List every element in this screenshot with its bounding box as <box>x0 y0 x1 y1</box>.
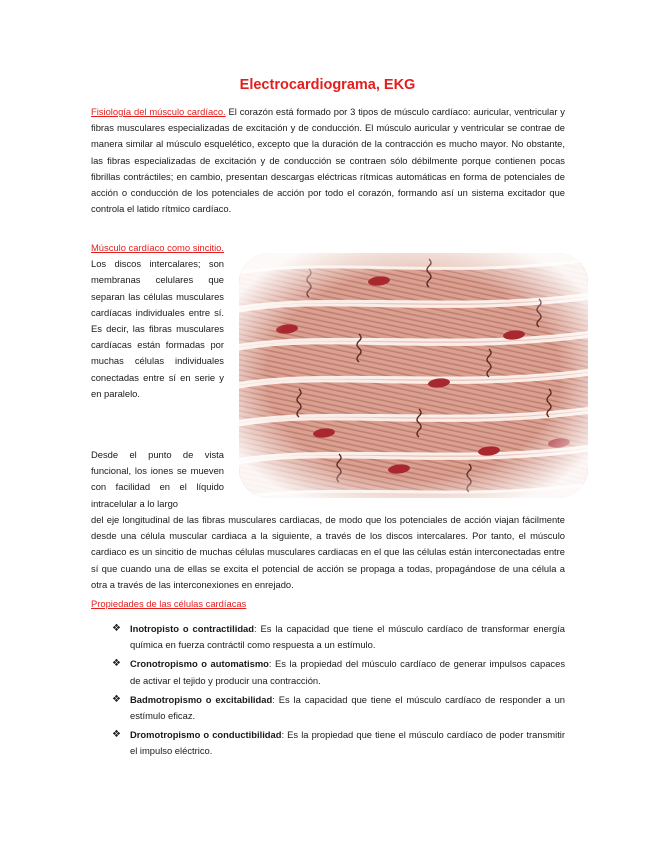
properties-list <box>112 621 565 763</box>
list-item: ❖ Badmotropismo o excitabilidad: Es la capacidad que tiene el músculo cardíaco de responder a un estímulo eficaz. <box>112 693 565 722</box>
intro-paragraph <box>91 104 565 217</box>
cardiac-muscle-tissue-illustration <box>239 253 588 498</box>
syncytium-text: Los discos intercalares; son membranas celulares que separan las células musculares cardíacas individuales entre sí. Es decir, las fibras musculares cardíacas están formadas por muchas células individuales conectadas entre sí en serie y en paralelo. <box>91 258 224 399</box>
diamond-bullet-icon: ❖ <box>112 693 121 705</box>
syncytium-heading: Músculo cardíaco como sincitio. <box>91 242 224 253</box>
syncytium-continuation: del eje longitudinal de las fibras musculares cardiacas, de modo que los potenciales de acción viajan fácilmente desde una célula muscular cardiaca a la siguiente, a través de los discos intercalares. Por tanto, el músculo cardiaco es un sincitio de muchas células musculares cardiacas en el que las células están interconectadas entre sí que cuando una de ellas se excita el potencial de acción se propaga a todas, propagándose de una célula a otra a través de las interconexiones en enrejado. <box>91 514 565 590</box>
diamond-bullet-icon: ❖ <box>112 729 121 741</box>
list-item: ❖ Inotropisto o contractilidad: Es la capacidad que tiene el músculo cardíaco de transformar energía química en fuerza contráctil como respuesta a un estímulo. <box>112 623 565 651</box>
list-item: ❖ Dromotropismo o conductibilidad: Es la propiedad que tiene el músculo cardíaco de poder transmitir el impulso eléctrico. <box>112 729 565 757</box>
list-item: ❖ Cronotropismo o automatismo: Es la propiedad del músculo cardíaco de generar impulsos capaces de activar el tejido y producir una contracción. <box>112 658 566 686</box>
intro-text: El corazón está formado por 3 tipos de músculo cardíaco: auricular, ventricular y fibras musculares especializadas de excitación y de conducción. El músculo auricular y ventricular se contrae de manera similar al músculo esquelético, excepto que la duración de la contracción es mucho mayor. No obstante, las fibras especializadas de excitación y de conducción se contraen sólo débilmente porque contienen pocas fibrillas contráctiles; en cambio, presentan descargas eléctricas rítmicas automáticas en forma de potenciales de acción o conducción de los potenciales de acción por todo el corazón, formando así un sistema excitador que controla el latido rítmico cardíaco. <box>91 106 565 215</box>
syncytium-paragraph-2: Desde el punto de vista funcional, los iones se mueven con facilidad en el líquido intracelular a lo largo <box>91 449 224 509</box>
diamond-bullet-icon: ❖ <box>112 623 121 634</box>
diamond-bullet-icon: ❖ <box>112 658 121 670</box>
properties-heading: Propiedades de las células cardíacas <box>91 598 247 609</box>
page-title: Electrocardiograma, EKG <box>239 77 416 93</box>
intro-heading: Fisiología del músculo cardíaco. <box>91 106 226 117</box>
syncytium-paragraph <box>91 240 224 402</box>
